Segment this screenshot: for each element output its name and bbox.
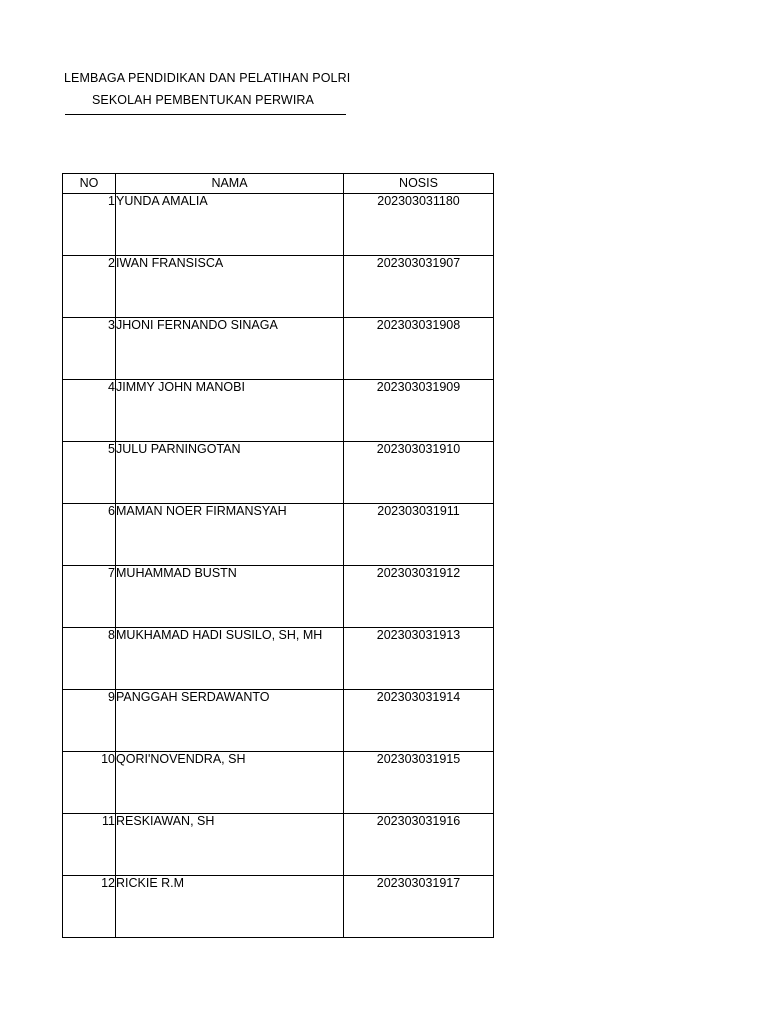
table-row [63, 380, 494, 442]
row-number: 6 [63, 504, 116, 566]
table-row [63, 814, 494, 876]
roster-table [62, 173, 494, 938]
row-nosis: 202303031910 [344, 442, 494, 504]
table-header [63, 174, 494, 194]
header-divider [65, 114, 346, 115]
table-row [63, 194, 494, 256]
row-number: 2 [63, 256, 116, 318]
column-header-no: NO [63, 174, 116, 194]
row-nosis: 202303031912 [344, 566, 494, 628]
row-number: 11 [63, 814, 116, 876]
row-number: 9 [63, 690, 116, 752]
row-name: YUNDA AMALIA [116, 194, 344, 256]
row-nosis: 202303031916 [344, 814, 494, 876]
table-row [63, 504, 494, 566]
row-name: JIMMY JOHN MANOBI [116, 380, 344, 442]
table-row [63, 628, 494, 690]
column-header-nama: NAMA [116, 174, 344, 194]
row-nosis: 202303031917 [344, 876, 494, 938]
row-number: 3 [63, 318, 116, 380]
table-row [63, 752, 494, 814]
row-number: 10 [63, 752, 116, 814]
row-name: QORI'NOVENDRA, SH [116, 752, 344, 814]
row-name: JULU PARNINGOTAN [116, 442, 344, 504]
table-body [63, 194, 494, 938]
row-number: 5 [63, 442, 116, 504]
column-header-nosis: NOSIS [344, 174, 494, 194]
table-row [63, 256, 494, 318]
row-number: 12 [63, 876, 116, 938]
table-row [63, 566, 494, 628]
row-number: 8 [63, 628, 116, 690]
row-number: 1 [63, 194, 116, 256]
row-name: MUHAMMAD BUSTN [116, 566, 344, 628]
row-nosis: 202303031915 [344, 752, 494, 814]
header-row [63, 174, 494, 194]
row-nosis: 202303031180 [344, 194, 494, 256]
row-nosis: 202303031908 [344, 318, 494, 380]
row-name: JHONI FERNANDO SINAGA [116, 318, 344, 380]
row-nosis: 202303031907 [344, 256, 494, 318]
row-nosis: 202303031914 [344, 690, 494, 752]
row-name: PANGGAH SERDAWANTO [116, 690, 344, 752]
school-subtitle: SEKOLAH PEMBENTUKAN PERWIRA [92, 93, 314, 107]
table-row [63, 690, 494, 752]
row-nosis: 202303031909 [344, 380, 494, 442]
row-name: MAMAN NOER FIRMANSYAH [116, 504, 344, 566]
row-name: IWAN FRANSISCA [116, 256, 344, 318]
row-name: RESKIAWAN, SH [116, 814, 344, 876]
table-row [63, 876, 494, 938]
row-name: MUKHAMAD HADI SUSILO, SH, MH [116, 628, 344, 690]
row-number: 4 [63, 380, 116, 442]
row-nosis: 202303031911 [344, 504, 494, 566]
row-nosis: 202303031913 [344, 628, 494, 690]
institution-title: LEMBAGA PENDIDIKAN DAN PELATIHAN POLRI [64, 71, 351, 85]
table-row [63, 442, 494, 504]
table-row [63, 318, 494, 380]
row-number: 7 [63, 566, 116, 628]
row-name: RICKIE R.M [116, 876, 344, 938]
